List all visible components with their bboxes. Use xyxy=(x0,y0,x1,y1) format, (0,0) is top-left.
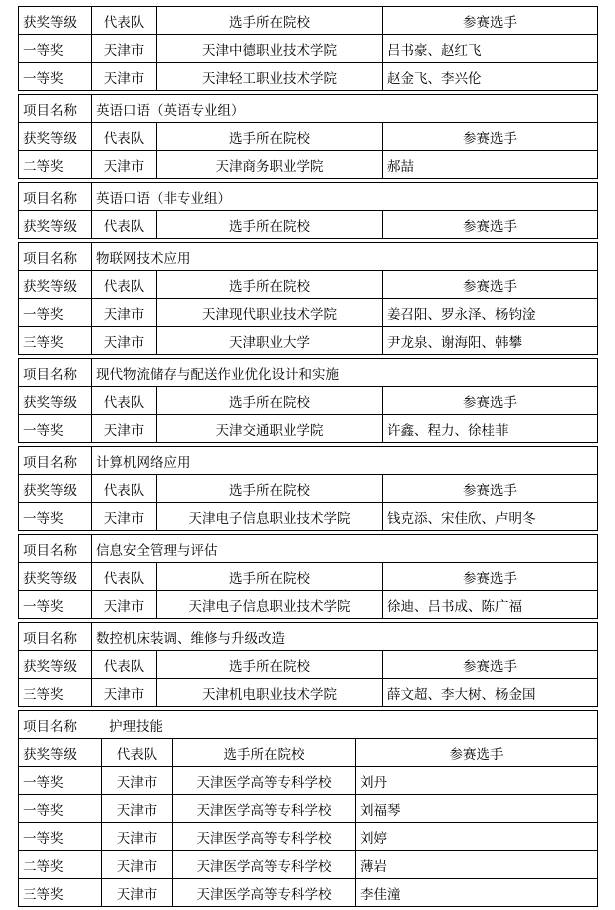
cell-school: 天津医学高等专科学校 xyxy=(172,851,355,878)
cell-team: 天津市 xyxy=(101,767,172,794)
cell-team: 天津市 xyxy=(91,35,156,62)
header-team: 代表队 xyxy=(91,387,156,414)
project-title-row xyxy=(19,183,597,210)
cell-team: 天津市 xyxy=(91,591,156,618)
table-row xyxy=(19,414,597,442)
header-school: 选手所在院校 xyxy=(156,123,382,150)
header-level: 获奖等级 xyxy=(23,658,77,675)
project-label: 项目名称 xyxy=(23,454,77,471)
project-name: 数控机床装调、维修与升级改造 xyxy=(91,623,597,650)
cell-school: 天津轻工职业技术学院 xyxy=(156,63,382,90)
cell-team: 天津市 xyxy=(91,63,156,90)
cell-players: 徐迪、吕书成、陈广福 xyxy=(382,591,597,618)
header-school: 选手所在院校 xyxy=(156,7,382,34)
project-table xyxy=(18,182,598,239)
header-team: 代表队 xyxy=(101,739,172,766)
header-row xyxy=(19,270,597,298)
header-level: 获奖等级 xyxy=(23,482,77,499)
project-title-row xyxy=(19,711,597,738)
project-table xyxy=(18,242,598,355)
table-row xyxy=(19,878,597,906)
header-school: 选手所在院校 xyxy=(156,563,382,590)
project-title-row xyxy=(19,95,597,122)
cell-players: 尹龙泉、谢海阳、韩攀 xyxy=(382,327,597,354)
header-level: 获奖等级 xyxy=(23,130,77,147)
cell-players: 李佳潼 xyxy=(355,879,597,906)
cell-level: 一等奖 xyxy=(23,830,64,847)
cell-school: 天津电子信息职业技术学院 xyxy=(156,503,382,530)
cell-school: 天津电子信息职业技术学院 xyxy=(156,591,382,618)
project-name: 英语口语（英语专业组） xyxy=(91,95,597,122)
project-label: 项目名称 xyxy=(23,542,77,559)
cell-level: 三等奖 xyxy=(23,334,64,351)
header-level: 获奖等级 xyxy=(23,570,77,587)
cell-level: 三等奖 xyxy=(23,686,64,703)
header-players: 参赛选手 xyxy=(382,211,597,238)
header-level: 获奖等级 xyxy=(23,14,77,31)
header-players: 参赛选手 xyxy=(382,123,597,150)
cell-players: 刘福琴 xyxy=(355,795,597,822)
cell-school: 天津现代职业技术学院 xyxy=(156,299,382,326)
cell-team: 天津市 xyxy=(91,415,156,442)
project-title-row xyxy=(19,447,597,474)
cell-players: 郝喆 xyxy=(382,151,597,178)
project-name: 计算机网络应用 xyxy=(91,447,597,474)
header-row xyxy=(19,650,597,678)
cell-school: 天津医学高等专科学校 xyxy=(172,795,355,822)
header-team: 代表队 xyxy=(91,7,156,34)
header-players: 参赛选手 xyxy=(382,475,597,502)
header-team: 代表队 xyxy=(91,475,156,502)
table-row xyxy=(19,34,597,62)
cell-level: 一等奖 xyxy=(23,774,64,791)
header-row xyxy=(19,210,597,238)
header-team: 代表队 xyxy=(91,123,156,150)
header-team: 代表队 xyxy=(91,651,156,678)
table-row xyxy=(19,822,597,850)
project-table xyxy=(18,446,598,531)
cell-school: 天津职业大学 xyxy=(156,327,382,354)
cell-players: 薛文超、李大树、杨金国 xyxy=(382,679,597,706)
header-school: 选手所在院校 xyxy=(156,211,382,238)
project-table xyxy=(18,94,598,179)
cell-level: 一等奖 xyxy=(23,70,64,87)
cell-school: 天津医学高等专科学校 xyxy=(172,823,355,850)
project-name: 信息安全管理与评估 xyxy=(91,535,597,562)
cell-team: 天津市 xyxy=(101,851,172,878)
cell-level: 一等奖 xyxy=(23,802,64,819)
cell-level: 三等奖 xyxy=(23,886,64,903)
table-row xyxy=(19,678,597,706)
cell-team: 天津市 xyxy=(91,299,156,326)
header-row xyxy=(19,122,597,150)
header-players: 参赛选手 xyxy=(382,7,597,34)
cell-team: 天津市 xyxy=(101,823,172,850)
cell-players: 许鑫、程力、徐桂菲 xyxy=(382,415,597,442)
cell-level: 二等奖 xyxy=(23,158,64,175)
project-name: 现代物流储存与配送作业优化设计和实施 xyxy=(91,359,597,386)
cell-team: 天津市 xyxy=(101,795,172,822)
cell-team: 天津市 xyxy=(101,879,172,906)
cell-school: 天津商务职业学院 xyxy=(156,151,382,178)
project-table xyxy=(18,358,598,443)
cell-players: 刘丹 xyxy=(355,767,597,794)
header-row xyxy=(19,562,597,590)
header-level: 获奖等级 xyxy=(23,218,77,235)
project-label: 项目名称 xyxy=(23,102,77,119)
table-row xyxy=(19,298,597,326)
project-title-row xyxy=(19,623,597,650)
cell-team: 天津市 xyxy=(91,503,156,530)
header-team: 代表队 xyxy=(91,271,156,298)
cell-level: 二等奖 xyxy=(23,858,64,875)
cell-school: 天津医学高等专科学校 xyxy=(172,879,355,906)
table-row xyxy=(19,766,597,794)
project-name: 护理技能 xyxy=(109,718,163,735)
cell-players: 刘婷 xyxy=(355,823,597,850)
project-title-row xyxy=(19,359,597,386)
cell-level: 一等奖 xyxy=(23,306,64,323)
header-players: 参赛选手 xyxy=(382,387,597,414)
project-label: 项目名称 xyxy=(23,366,77,383)
header-team: 代表队 xyxy=(91,211,156,238)
cell-school: 天津交通职业学院 xyxy=(156,415,382,442)
cell-players: 吕书豪、赵红飞 xyxy=(382,35,597,62)
table-row xyxy=(19,326,597,354)
project-title-row xyxy=(19,243,597,270)
table-row xyxy=(19,150,597,178)
cell-team: 天津市 xyxy=(91,679,156,706)
award-document xyxy=(18,6,598,910)
table-row xyxy=(19,502,597,530)
header-level: 获奖等级 xyxy=(23,278,77,295)
header-level: 获奖等级 xyxy=(23,746,77,763)
cell-level: 一等奖 xyxy=(23,598,64,615)
cell-players: 赵金飞、李兴伦 xyxy=(382,63,597,90)
cell-school: 天津机电职业技术学院 xyxy=(156,679,382,706)
project-label: 项目名称 xyxy=(23,250,77,267)
table-row xyxy=(19,850,597,878)
project-table-nursing xyxy=(18,710,598,907)
header-school: 选手所在院校 xyxy=(156,271,382,298)
project-table xyxy=(18,622,598,707)
header-row xyxy=(19,386,597,414)
project-name: 物联网技术应用 xyxy=(91,243,597,270)
cell-school: 天津中德职业技术学院 xyxy=(156,35,382,62)
intro-table xyxy=(18,6,598,91)
cell-players: 钱克添、宋佳欣、卢明冬 xyxy=(382,503,597,530)
project-label: 项目名称 xyxy=(23,190,77,207)
header-team: 代表队 xyxy=(91,563,156,590)
project-label: 项目名称 xyxy=(23,718,77,735)
table-row xyxy=(19,590,597,618)
header-school: 选手所在院校 xyxy=(156,651,382,678)
cell-level: 一等奖 xyxy=(23,42,64,59)
header-players: 参赛选手 xyxy=(355,739,597,766)
cell-level: 一等奖 xyxy=(23,510,64,527)
project-title-row xyxy=(19,535,597,562)
project-name: 英语口语（非专业组） xyxy=(91,183,597,210)
cell-players: 薄岩 xyxy=(355,851,597,878)
header-school: 选手所在院校 xyxy=(172,739,355,766)
cell-school: 天津医学高等专科学校 xyxy=(172,767,355,794)
header-row xyxy=(19,474,597,502)
cell-players: 姜召阳、罗永泽、杨钧淦 xyxy=(382,299,597,326)
header-row xyxy=(19,738,597,766)
header-players: 参赛选手 xyxy=(382,563,597,590)
project-label: 项目名称 xyxy=(23,630,77,647)
table-row xyxy=(19,62,597,90)
project-table xyxy=(18,534,598,619)
header-players: 参赛选手 xyxy=(382,651,597,678)
header-row xyxy=(19,7,597,34)
header-players: 参赛选手 xyxy=(382,271,597,298)
header-school: 选手所在院校 xyxy=(156,387,382,414)
cell-team: 天津市 xyxy=(91,327,156,354)
cell-level: 一等奖 xyxy=(23,422,64,439)
header-school: 选手所在院校 xyxy=(156,475,382,502)
header-level: 获奖等级 xyxy=(23,394,77,411)
table-row xyxy=(19,794,597,822)
cell-team: 天津市 xyxy=(91,151,156,178)
